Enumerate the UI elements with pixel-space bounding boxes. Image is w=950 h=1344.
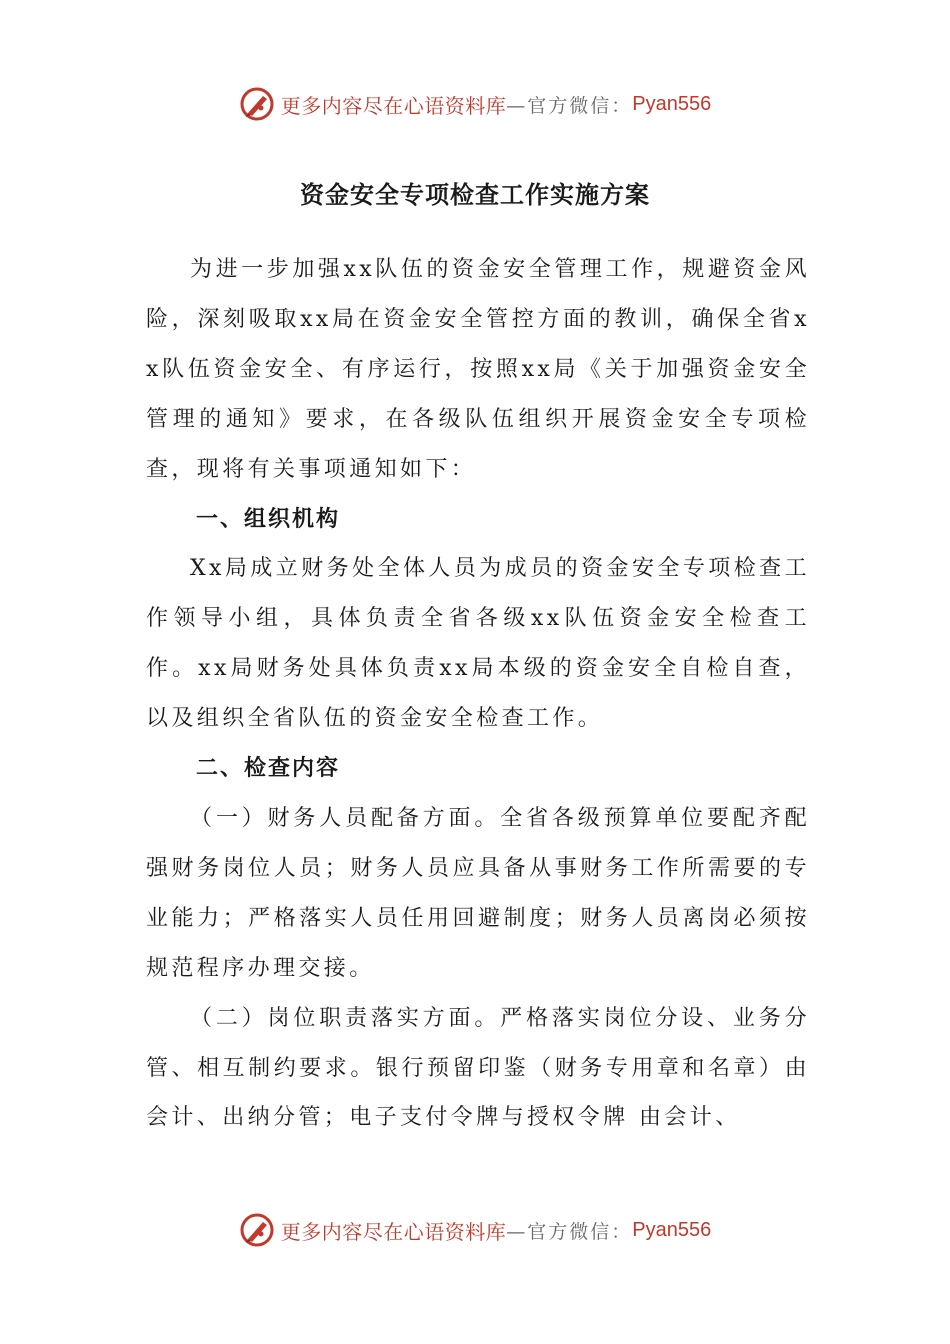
watermark-wechat-label: —官方微信： [506,94,633,117]
section-heading-inspection-content: 二、检查内容 [196,755,341,782]
watermark-banner-top [0,82,950,126]
watermark-wechat-id: Pyan556 [632,92,712,115]
document-title: 资金安全专项检查工作实施方案 [300,180,650,209]
item-responsibility-paragraph: （二）岗位职责落实方面。严格落实岗位分设、业务分管、相互制约要求。银行预留印鉴（财务专用章和名章）由会计、出纳分管；电子支付令牌与授权令牌 由会计、 [146,1005,810,1131]
section-heading-organization: 一、组织机构 [196,505,341,532]
watermark-banner-bottom [0,1208,950,1252]
watermark-wechat-label: —官方微信： [506,1220,633,1243]
organization-paragraph: Xx局成立财务处全体人员为成员的资金安全专项检查工作领导小组，具体负责全省各级xx队伍资金安全检查工作。xx局财务处具体负责xx局本级的资金安全自检自查，以及组织全省队伍的资金安全检查工作。 [146,556,810,732]
item-staffing-paragraph: （一）财务人员配备方面。全省各级预算单位要配齐配强财务岗位人员；财务人员应具备从事财务工作所需要的专业能力；严格落实人员任用回避制度；财务人员离岗必须按规范程序办理交接。 [146,805,810,981]
document-body [146,245,810,1143]
watermark-wechat-id: Pyan556 [632,1218,712,1241]
watermark-site-text: 更多内容尽在心语资料库 [280,1219,507,1244]
pen-logo-icon [239,86,275,122]
pen-logo-icon [239,1212,275,1248]
watermark-site-text: 更多内容尽在心语资料库 [280,93,507,118]
intro-paragraph: 为进一步加强xx队伍的资金安全管理工作，规避资金风险，深刻吸取xx局在资金安全管控方面的教训，确保全省xx队伍资金安全、有序运行，按照xx局《关于加强资金安全管理的通知》要求，在各级队伍组织开展资金安全专项检查，现将有关事项通知如下： [146,257,810,482]
